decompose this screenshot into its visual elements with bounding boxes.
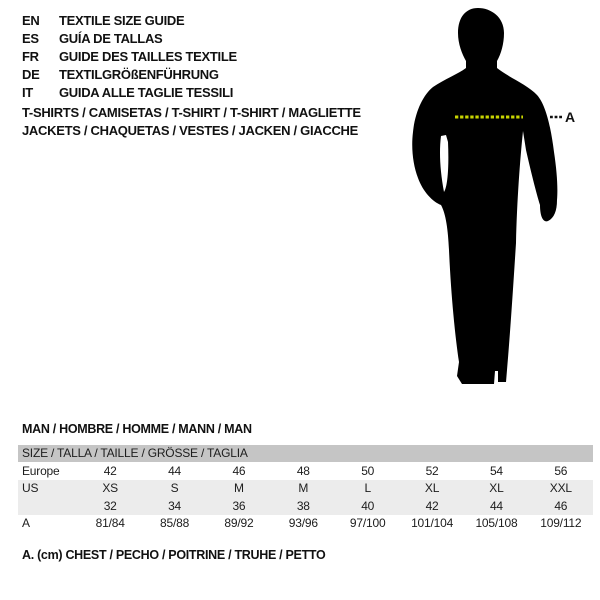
measurement-footnote: A. (cm) CHEST / PECHO / POITRINE / TRUHE / PETTO (22, 548, 326, 562)
cell: 42 (425, 498, 439, 513)
cell: 44 (489, 498, 503, 513)
lang-code: FR (22, 49, 39, 64)
cell: M (298, 481, 309, 496)
cell: 109/112 (540, 516, 582, 531)
cell: 40 (361, 498, 375, 513)
lang-text: GUIDE DES TAILLES TEXTILE (59, 49, 237, 64)
cell: XXL (549, 481, 572, 496)
cell: XS (102, 481, 118, 496)
chest-measure-label: A (565, 109, 576, 125)
cell: 93/96 (288, 516, 318, 531)
table-row-us-numbers (18, 497, 593, 515)
lang-text: GUIDA ALLE TAGLIE TESSILI (59, 85, 234, 100)
man-silhouette-figure (405, 0, 600, 400)
cell: 54 (489, 463, 503, 478)
lang-code: EN (22, 13, 40, 28)
cell: 56 (554, 463, 568, 478)
cell: 48 (296, 463, 310, 478)
cell: 101/104 (411, 516, 454, 531)
cell: 105/108 (475, 516, 518, 531)
row-label: A (22, 516, 30, 531)
lang-text: TEXTILGRÖßENFÜHRUNG (59, 67, 219, 82)
cell: 36 (232, 498, 246, 513)
cell: 85/88 (160, 516, 190, 531)
category-tshirts: T-SHIRTS / CAMISETAS / T-SHIRT / T-SHIRT / MAGLIETTE (22, 105, 361, 120)
lang-row-de (22, 66, 237, 84)
cell: XL (489, 481, 504, 496)
lang-text: TEXTILE SIZE GUIDE (59, 13, 185, 28)
section-label-man: MAN / HOMBRE / HOMME / MANN / MAN (22, 422, 252, 436)
table-row-us-letters (18, 480, 593, 498)
cell: XL (424, 481, 440, 496)
lang-row-en (22, 12, 237, 30)
table-row-europe (18, 462, 593, 480)
language-list (22, 12, 237, 102)
man-silhouette-svg (405, 0, 600, 400)
lang-text: GUÍA DE TALLAS (59, 31, 163, 46)
lang-row-es (22, 30, 237, 48)
lang-row-it (22, 84, 237, 102)
cell: 89/92 (224, 516, 254, 531)
cell: 32 (103, 498, 117, 513)
cell: M (234, 481, 244, 496)
cell: 97/100 (349, 516, 386, 531)
lang-code: IT (22, 85, 33, 100)
cell: 46 (232, 463, 246, 478)
table-row-chest-cm (18, 515, 593, 533)
cell: 81/84 (95, 516, 125, 531)
row-label: US (22, 481, 39, 496)
cell: 42 (103, 463, 117, 478)
category-jackets: JACKETS / CHAQUETAS / VESTES / JACKEN / GIACCHE (22, 123, 358, 138)
man-silhouette-shape (412, 8, 557, 384)
cell: 52 (425, 463, 439, 478)
cell: 50 (361, 463, 375, 478)
cell: 46 (554, 498, 568, 513)
garment-categories (22, 104, 361, 140)
lang-code: DE (22, 67, 40, 82)
lang-code: ES (22, 31, 39, 46)
row-label: Europe (22, 463, 60, 478)
cell: S (170, 481, 179, 496)
cell: 44 (168, 463, 182, 478)
size-table-header: SIZE / TALLA / TAILLE / GRÖSSE / TAGLIA (18, 445, 593, 462)
cell: L (364, 481, 371, 496)
size-table (18, 445, 593, 532)
lang-row-fr (22, 48, 237, 66)
cell: 34 (168, 498, 182, 513)
cell: 38 (296, 498, 310, 513)
